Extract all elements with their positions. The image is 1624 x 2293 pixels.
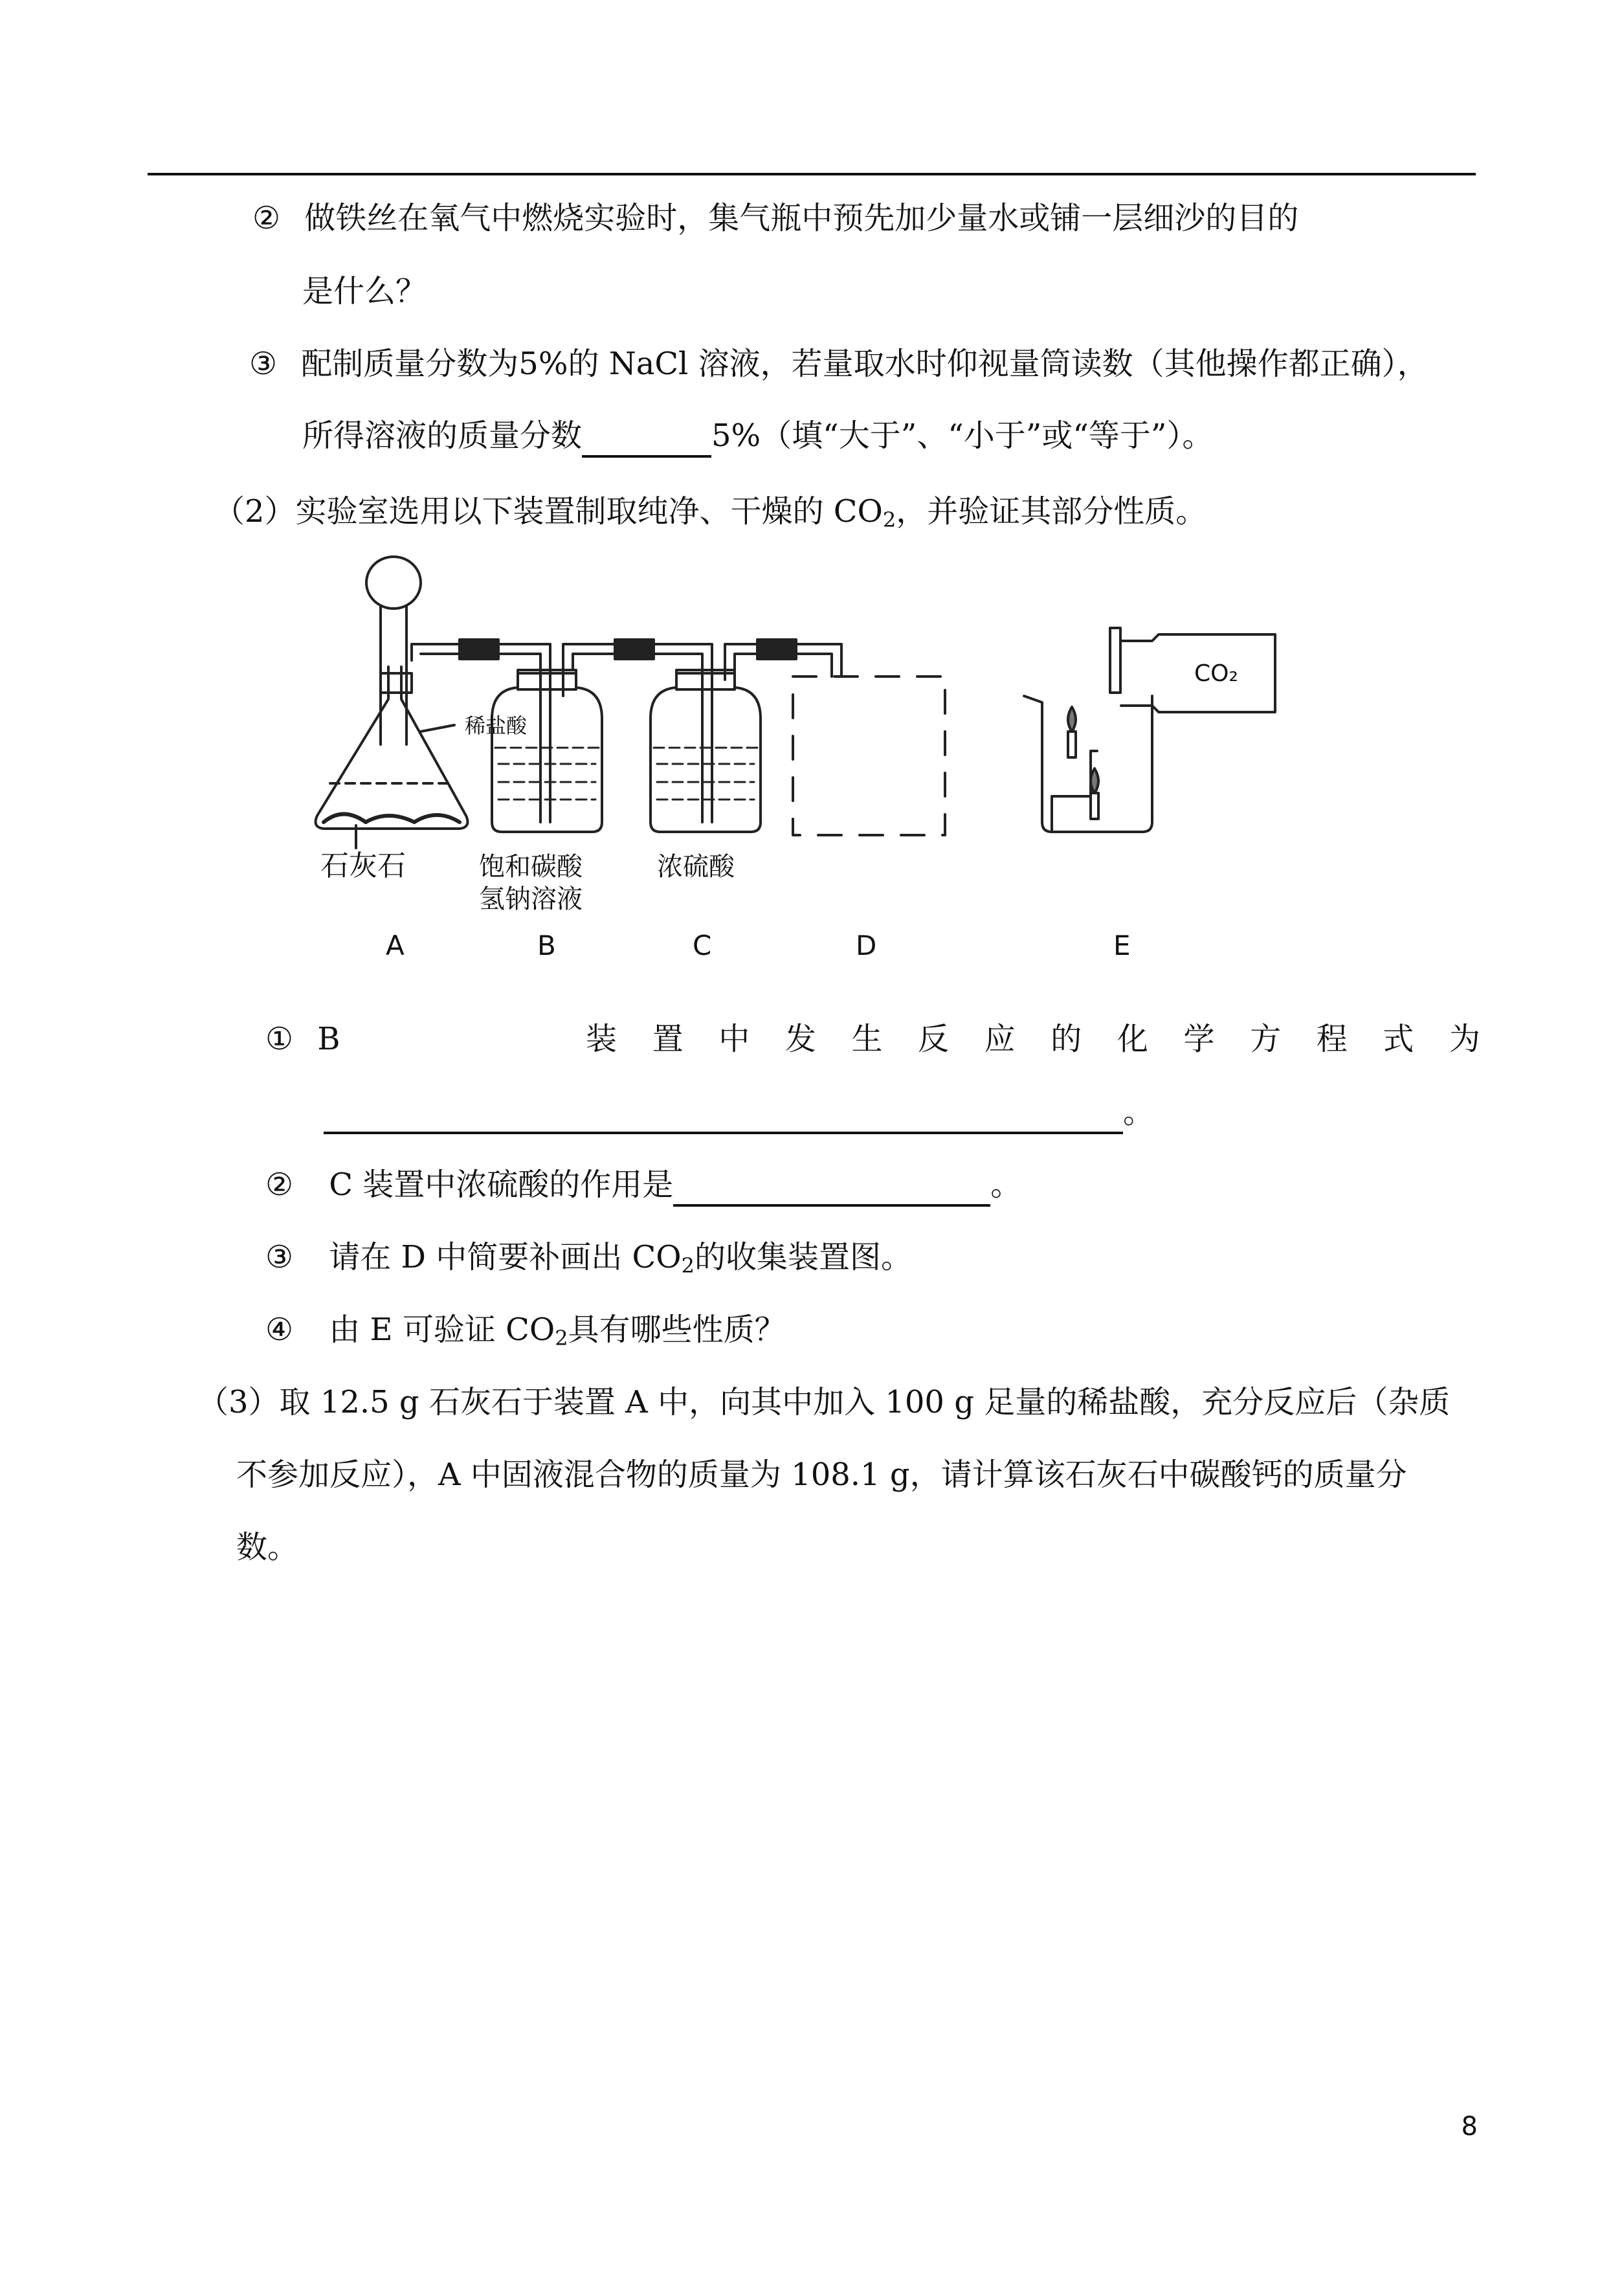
circled-4-marker: ④ bbox=[265, 1312, 294, 1348]
q2-sub1-lead bbox=[265, 1020, 340, 1058]
bottle-b bbox=[492, 673, 602, 832]
flame-high bbox=[1068, 707, 1076, 732]
funnel-bulb bbox=[366, 557, 421, 609]
bottle-c-tube-in bbox=[702, 680, 712, 822]
flame-low bbox=[1091, 768, 1098, 793]
circled-2-marker: ② bbox=[252, 200, 281, 236]
circled-3-marker-b: ③ bbox=[265, 1239, 294, 1275]
q1-item3-line1 bbox=[249, 344, 1429, 383]
answer-blank-h2so4-role[interactable] bbox=[673, 1165, 990, 1207]
q2-sub3-end: 的收集装置图。 bbox=[695, 1239, 913, 1275]
q2-sub1-char: 反 bbox=[918, 1021, 950, 1057]
label-apparatus-e: E bbox=[1113, 930, 1131, 961]
q2-sub1-char: 学 bbox=[1183, 1021, 1215, 1057]
q3-line1: （3）取 12.5 g 石灰石于装置 A 中，向其中加入 100 g 足量的稀盐酸，充分反应后（杂质 bbox=[197, 1384, 1451, 1420]
q2-intro bbox=[214, 492, 1207, 539]
box-d bbox=[793, 677, 945, 835]
bottle-b-tube-in bbox=[540, 680, 550, 822]
q2-sub1-char: 程 bbox=[1316, 1021, 1348, 1057]
q2-sub4-subscript: 2 bbox=[555, 1326, 568, 1350]
q2-sub1-char: 为 bbox=[1449, 1021, 1480, 1057]
q2-sub3-subscript: 2 bbox=[681, 1253, 695, 1278]
q2-sub1-char: 发 bbox=[784, 1021, 816, 1057]
q2-intro-subscript: 2 bbox=[882, 508, 896, 532]
candle-high bbox=[1068, 732, 1076, 757]
q2-sub4-end: 具有哪些性质？ bbox=[568, 1312, 786, 1348]
q1-item3-text2a: 所得溶液的质量分数 bbox=[302, 418, 583, 454]
label-limestone: 石灰石 bbox=[320, 849, 406, 882]
q2-sub2-text: C 装置中浓硫酸的作用是 bbox=[329, 1167, 674, 1203]
q2-intro-text-end: ，并验证其部分性质。 bbox=[896, 493, 1207, 530]
q2-sub4 bbox=[265, 1310, 786, 1358]
q2-sub1-end: 。 bbox=[1123, 1094, 1155, 1130]
q1-item2-text1: 做铁丝在氧气中燃烧实验时，集气瓶中预先加少量水或铺一层细沙的目的 bbox=[304, 200, 1299, 236]
candle-low bbox=[1091, 793, 1098, 819]
connector-ab bbox=[460, 640, 498, 659]
q2-sub3 bbox=[265, 1238, 912, 1285]
q2-sub1-spread-text bbox=[586, 1020, 1480, 1058]
q3-line3: 数。 bbox=[236, 1529, 299, 1565]
label-apparatus-c: C bbox=[693, 930, 712, 961]
q2-sub4-text: 由 E 可验证 CO bbox=[329, 1312, 555, 1348]
q2-sub2 bbox=[265, 1165, 1021, 1207]
q1-item3-text2b: 5%（填“大于”、“小于”或“等于”）。 bbox=[711, 418, 1214, 454]
label-gas: CO₂ bbox=[1194, 660, 1238, 687]
q2-sub3-text: 请在 D 中简要补画出 CO bbox=[329, 1239, 682, 1275]
q1-item3-line2 bbox=[302, 416, 1213, 458]
label-bicarb-2: 氢钠溶液 bbox=[479, 884, 583, 914]
label-apparatus-d: D bbox=[856, 930, 877, 961]
q2-sub1-char: 的 bbox=[1051, 1021, 1082, 1057]
page-number: 8 bbox=[1461, 2112, 1478, 2142]
flask-limestone bbox=[324, 814, 460, 823]
label-h2so4: 浓硫酸 bbox=[657, 852, 735, 882]
bottle-c bbox=[651, 673, 761, 832]
q1-item2-line2: 是什么？ bbox=[302, 273, 427, 309]
circled-1-marker: ① bbox=[265, 1021, 294, 1057]
q2-sub1-char: 中 bbox=[718, 1021, 750, 1057]
label-bicarb-1: 饱和碳酸 bbox=[479, 852, 583, 882]
q2-intro-text: （2）实验室选用以下装置制取纯净、干燥的 CO bbox=[214, 493, 883, 530]
gas-jar-stopper bbox=[1110, 628, 1120, 693]
q2-sub1-char: 化 bbox=[1117, 1021, 1148, 1057]
answer-blank-mass-fraction[interactable] bbox=[582, 416, 711, 458]
q1-item2-line1 bbox=[252, 199, 1298, 238]
label-apparatus-a: A bbox=[386, 930, 405, 961]
connector-bc bbox=[615, 640, 654, 659]
beaker-e bbox=[1024, 696, 1152, 832]
header-rule bbox=[148, 173, 1476, 175]
apparatus-diagram bbox=[304, 537, 1314, 984]
q2-sub1-char: 置 bbox=[652, 1021, 684, 1057]
flask-body bbox=[316, 667, 468, 829]
bottle-c-liquid bbox=[654, 748, 757, 800]
label-apparatus-b: B bbox=[537, 930, 556, 961]
bottle-b-liquid bbox=[495, 748, 599, 800]
circled-2-marker-b: ② bbox=[265, 1167, 294, 1203]
connector-cd bbox=[757, 640, 796, 659]
q1-item3-text1: 配制质量分数为5%的 NaCl 溶液，若量取水时仰视量筒读数（其他操作都正确）， bbox=[301, 346, 1429, 382]
answer-blank-equation[interactable] bbox=[324, 1093, 1123, 1134]
q3-line2: 不参加反应），A 中固液混合物的质量为 108.1 g，请计算该石灰石中碳酸钙的质量分 bbox=[236, 1457, 1407, 1493]
label-acid: 稀盐酸 bbox=[465, 713, 528, 738]
label-leader-acid bbox=[421, 725, 454, 732]
q2-sub1-char: 生 bbox=[851, 1021, 883, 1057]
q2-sub1-char: 应 bbox=[984, 1021, 1016, 1057]
q2-sub2-end: 。 bbox=[990, 1167, 1022, 1203]
circled-3-marker: ③ bbox=[249, 346, 278, 382]
q2-sub1-char: 式 bbox=[1383, 1021, 1414, 1057]
q2-sub1-letter: B bbox=[317, 1021, 340, 1057]
q2-sub1-char: 装 bbox=[586, 1021, 617, 1057]
q2-sub1-char: 方 bbox=[1250, 1021, 1282, 1057]
apparatus-figure bbox=[304, 537, 1314, 984]
q2-sub1-answer-line bbox=[324, 1093, 1154, 1134]
